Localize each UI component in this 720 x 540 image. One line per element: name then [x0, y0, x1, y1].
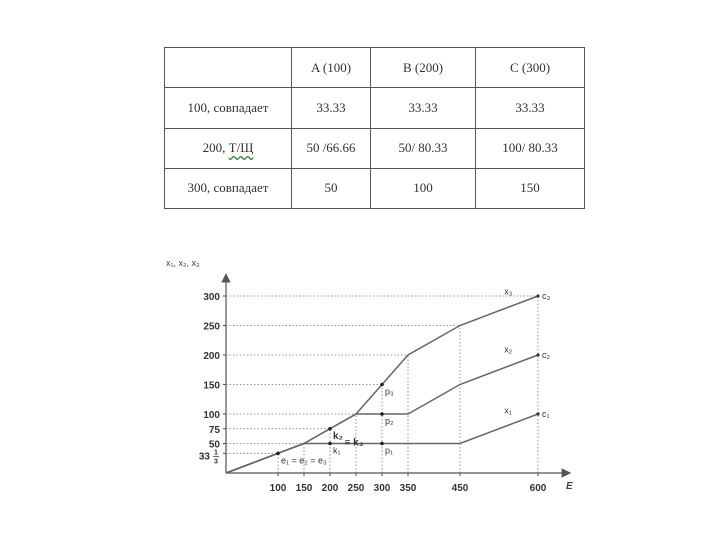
chart-point	[380, 412, 384, 416]
table-row	[165, 88, 585, 128]
y-tick-fraction-numerator: 1	[214, 449, 218, 457]
point-label: p₁	[385, 445, 394, 456]
labeled-points	[276, 383, 394, 466]
series-end-point	[536, 294, 539, 297]
spellcheck-marked-text: Т/Щ	[228, 140, 254, 156]
y-tick-label: 250	[203, 321, 220, 333]
row-label-prefix: 200,	[202, 140, 229, 156]
table-row	[165, 168, 585, 208]
series-end-label: c₁	[542, 409, 550, 419]
point-label: k₁	[333, 445, 341, 456]
x-tick-label: 350	[399, 483, 417, 494]
table-row	[165, 128, 585, 168]
header-cell-c: C (300)	[476, 48, 585, 88]
header-cell-b: B (200)	[371, 48, 476, 88]
table-cell: 50/ 80.33	[371, 128, 476, 168]
chart-point	[380, 442, 384, 446]
chart-point	[328, 427, 332, 431]
x-tick-label: 450	[451, 483, 469, 494]
point-label: p₂	[385, 416, 394, 426]
y-tick-fraction-denominator: 3	[214, 458, 218, 466]
chart-point	[380, 383, 384, 387]
table-cell: 50 /66.66	[292, 128, 371, 168]
series-end-point	[536, 412, 539, 415]
x-axis-label: E	[566, 481, 573, 492]
row-label: 100, совпадает	[165, 88, 292, 128]
table-cell: 50	[292, 168, 371, 208]
table-cell: 33.33	[371, 88, 476, 128]
row-label: 300, совпадает	[165, 168, 292, 208]
x-tick-label: 250	[347, 483, 365, 494]
series-name-label: x₃	[504, 286, 513, 297]
y-tick-label: 33	[198, 451, 210, 463]
point-label: p₃	[385, 386, 394, 397]
comparison-table	[164, 47, 585, 209]
y-tick-label: 75	[208, 424, 220, 436]
x-tick-label: 200	[321, 483, 339, 494]
row-label	[165, 128, 292, 168]
chart-point	[276, 452, 280, 456]
header-cell	[165, 48, 292, 88]
x-tick-label: 150	[295, 483, 313, 494]
y-tick-label: 150	[203, 380, 220, 392]
header-cell-a: A (100)	[292, 48, 371, 88]
series-name-label: x₂	[504, 344, 513, 355]
y-axis-label: x₁, x₂, x₃	[166, 258, 200, 268]
series-name-label: x₁	[504, 405, 512, 416]
point-label: k₂	[333, 430, 344, 442]
table-cell: 100/ 80.33	[476, 128, 585, 168]
y-tick-label: 300	[203, 292, 220, 303]
table-cell: 100	[371, 168, 476, 208]
series-end-label: c₃	[542, 291, 551, 301]
point-label: e₁ = e₂ = e₃	[281, 455, 327, 466]
chart-point	[328, 442, 332, 446]
table-cell: 150	[476, 168, 585, 208]
y-tick-label: 200	[203, 351, 220, 362]
x-tick-label: 600	[529, 483, 547, 494]
series-end-label: c₂	[542, 350, 550, 360]
table-cell: 33.33	[292, 88, 371, 128]
x-tick-label: 300	[373, 483, 391, 494]
x-tick-label: 100	[269, 483, 287, 494]
y-tick-label: 50	[208, 439, 220, 451]
y-tick-label: 100	[203, 410, 220, 421]
table-cell: 33.33	[476, 88, 585, 128]
line-chart	[160, 248, 600, 508]
series-end-point	[536, 353, 539, 356]
point-annotation: ≡ k₃	[344, 437, 364, 449]
table-header-row	[165, 48, 585, 88]
